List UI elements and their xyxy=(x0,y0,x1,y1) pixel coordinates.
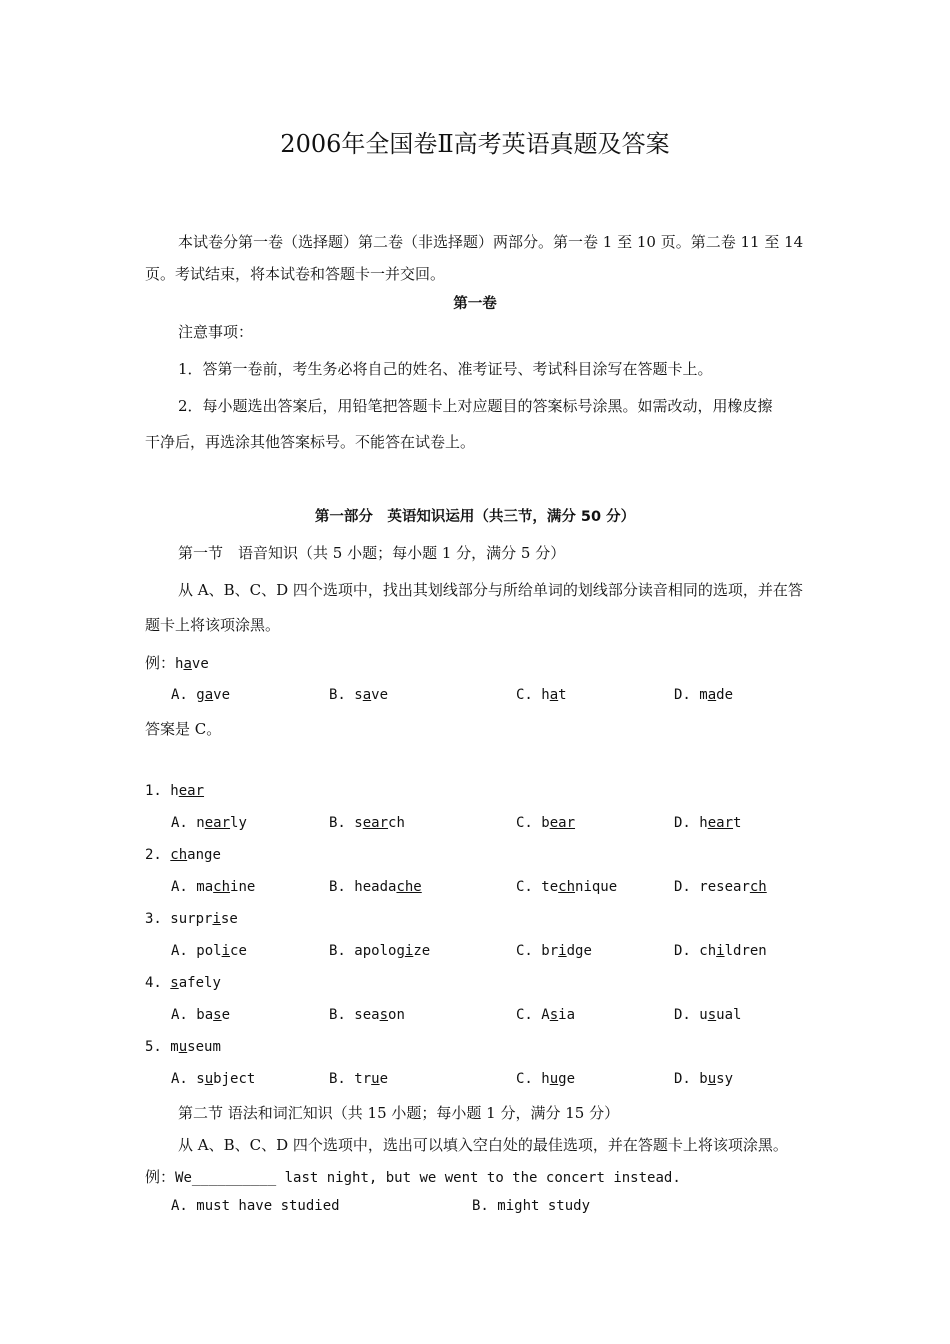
section2-example-option-a: A. must have studied xyxy=(171,1198,340,1214)
question-2-option-c[interactable]: C. technique xyxy=(516,879,618,895)
example-word: have xyxy=(175,656,209,672)
question-4-word: 4. safely xyxy=(145,975,221,991)
volume1-heading: 第一卷 xyxy=(453,296,497,312)
question-1-option-d[interactable]: D. heart xyxy=(674,815,742,831)
notes-item-2-line-1: 2．每小题选出答案后，用铅笔把答题卡上对应题目的答案标号涂黑。如需改动，用橡皮擦 xyxy=(178,397,773,415)
question-3-option-c[interactable]: C. bridge xyxy=(516,943,592,959)
question-2-option-b[interactable]: B. headache xyxy=(329,879,422,895)
section2-example-option-b: B. might study xyxy=(472,1198,591,1214)
question-3-option-a[interactable]: A. police xyxy=(171,943,247,959)
question-4-option-d[interactable]: D. usual xyxy=(674,1007,742,1023)
intro-line-1: 本试卷分第一卷（选择题）第二卷（非选择题）两部分。第一卷 1 至 10 页。第二卷 11 至 14 xyxy=(178,233,804,251)
question-5-option-c[interactable]: C. huge xyxy=(516,1071,576,1087)
example-word-line xyxy=(145,652,209,673)
question-1-option-b[interactable]: B. search xyxy=(329,815,405,831)
example-blank: __________ xyxy=(191,1170,277,1186)
question-2-option-d[interactable]: D. research xyxy=(674,879,767,895)
question-4-option-c[interactable]: C. Asia xyxy=(516,1007,576,1023)
example-option-b: B. save xyxy=(329,687,389,703)
notes-heading: 注意事项： xyxy=(178,323,254,341)
question-2-word: 2. change xyxy=(145,847,221,863)
question-5-word: 5. museum xyxy=(145,1039,221,1055)
section1-instruction-line-2: 题卡上将该项涂黑。 xyxy=(145,616,281,634)
example-answer: 答案是 C。 xyxy=(145,720,222,738)
section2-example-prefix: 例： xyxy=(145,1168,176,1186)
section1-heading: 第一节 语音知识（共 5 小题；每小题 1 分，满分 5 分） xyxy=(178,544,566,562)
section2-example-sentence: 例：We__________ last night, but we went to the concert instead. xyxy=(145,1168,681,1186)
notes-item-1: 1．答第一卷前，考生务必将自己的姓名、准考证号、考试科目涂写在答题卡上。 xyxy=(178,360,713,378)
question-2-option-a[interactable]: A. machine xyxy=(171,879,256,895)
example-option-a: A. gave xyxy=(171,687,231,703)
section1-instruction-line-1: 从 A、B、C、D 四个选项中，找出其划线部分与所给单词的划线部分读音相同的选项，并在答 xyxy=(178,581,803,599)
question-3-option-b[interactable]: B. apologize xyxy=(329,943,431,959)
intro-line-2: 页。考试结束，将本试卷和答题卡一并交回。 xyxy=(145,265,446,283)
question-3-option-d[interactable]: D. children xyxy=(674,943,767,959)
notes-item-2-line-2: 干净后，再选涂其他答案标号。不能答在试卷上。 xyxy=(145,433,476,451)
question-4-option-b[interactable]: B. season xyxy=(329,1007,405,1023)
section2-instruction: 从 A、B、C、D 四个选项中，选出可以填入空白处的最佳选项，并在答题卡上将该项涂黑。 xyxy=(178,1136,788,1154)
part1-heading: 第一部分 英语知识运用（共三节，满分 50 分） xyxy=(314,509,636,525)
question-4-option-a[interactable]: A. base xyxy=(171,1007,231,1023)
section2-heading: 第二节 语法和词汇知识（共 15 小题；每小题 1 分，满分 15 分） xyxy=(178,1104,620,1122)
question-5-option-d[interactable]: D. busy xyxy=(674,1071,734,1087)
question-5-option-b[interactable]: B. true xyxy=(329,1071,389,1087)
question-3-word: 3. surprise xyxy=(145,911,238,927)
question-5-option-a[interactable]: A. subject xyxy=(171,1071,256,1087)
example-option-d: D. made xyxy=(674,687,734,703)
question-1-word: 1. hear xyxy=(145,783,205,799)
example-prefix: 例： xyxy=(145,654,176,672)
question-1-option-c[interactable]: C. bear xyxy=(516,815,576,831)
example-option-c: C. hat xyxy=(516,687,567,703)
question-1-option-a[interactable]: A. nearly xyxy=(171,815,247,831)
page-title: 2006年全国卷Ⅱ高考英语真题及答案 xyxy=(280,130,670,158)
